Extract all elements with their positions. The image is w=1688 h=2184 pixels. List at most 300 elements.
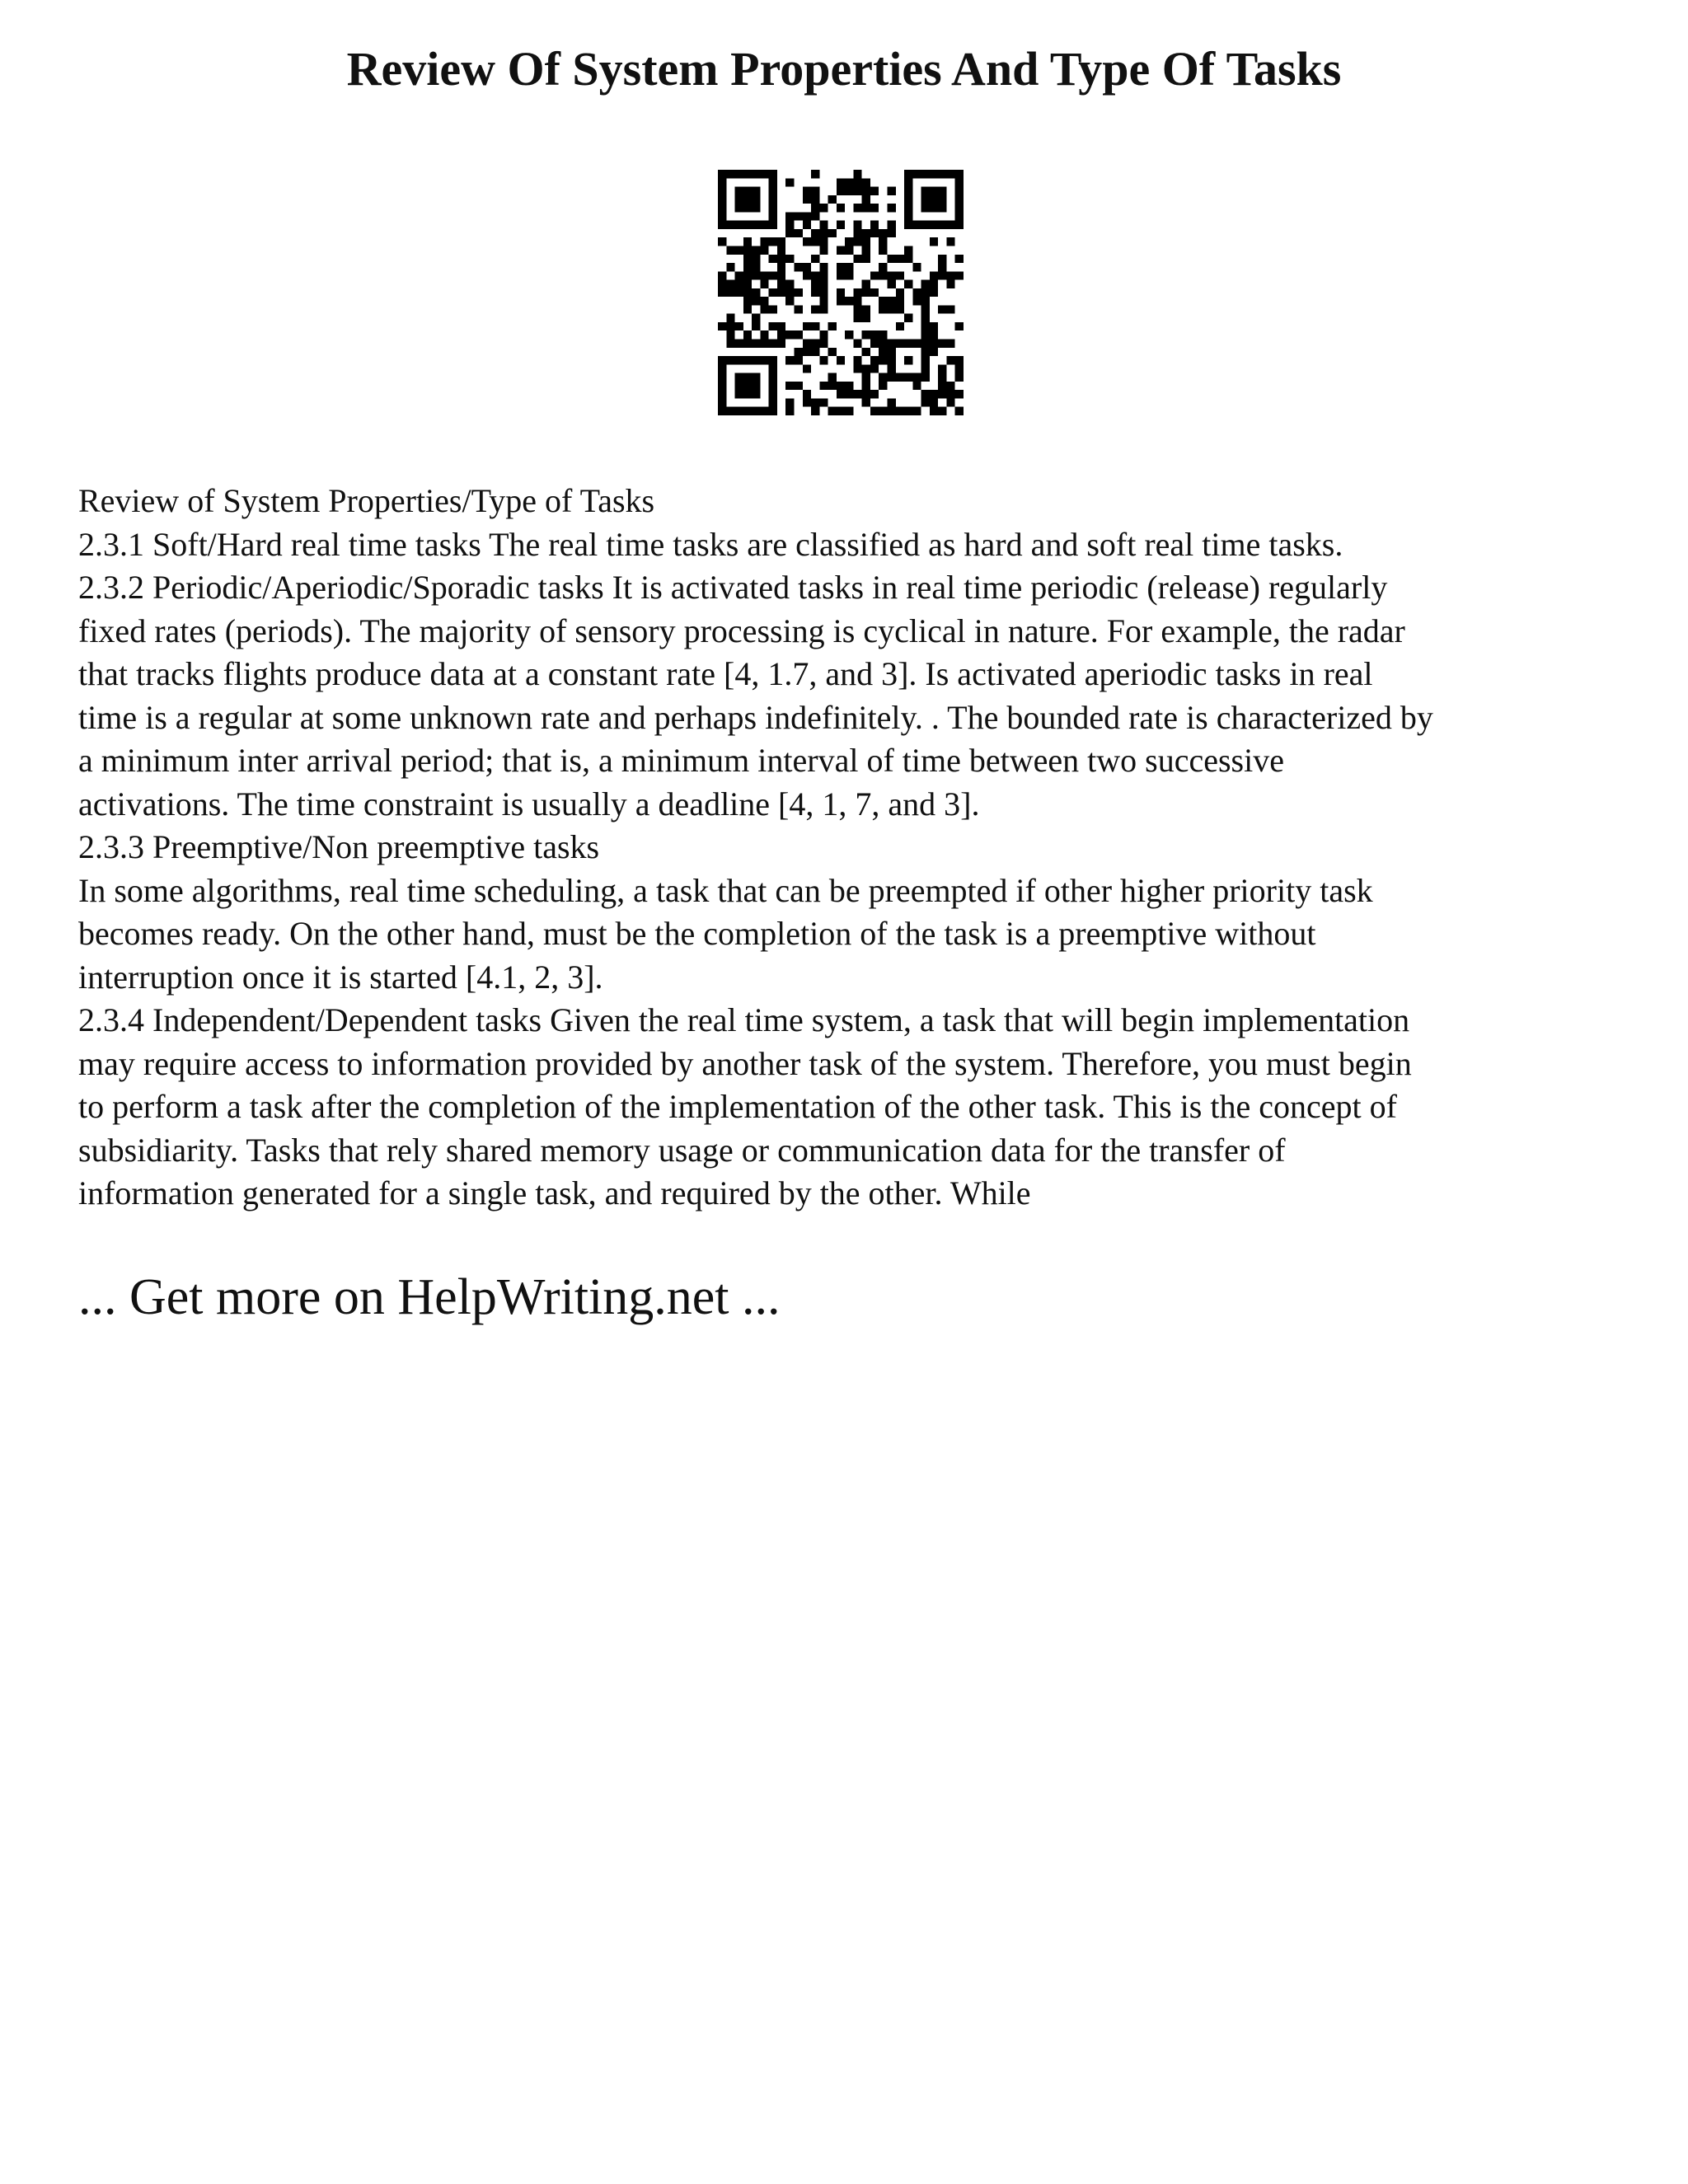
qr-module	[853, 390, 861, 398]
qr-module	[785, 382, 794, 390]
qr-module	[853, 178, 861, 186]
qr-module	[828, 373, 837, 382]
body-line: that tracks flights produce data at a constant rate [4, 1.7, and 3]. Is activated aperiodic tasks in real	[78, 655, 1373, 692]
qr-module	[904, 212, 912, 220]
qr-module	[726, 288, 734, 297]
qr-module	[760, 221, 768, 229]
qr-module	[811, 195, 819, 204]
qr-module	[912, 382, 921, 390]
qr-module	[837, 263, 845, 271]
body-line: Review of System Properties/Type of Tasks	[78, 482, 655, 519]
qr-module	[853, 340, 861, 348]
qr-module	[752, 356, 760, 364]
qr-module	[946, 280, 954, 288]
qr-module	[946, 305, 954, 313]
qr-module	[921, 398, 930, 406]
qr-module	[794, 229, 802, 237]
qr-module	[718, 195, 726, 204]
qr-module	[769, 305, 777, 313]
qr-module	[853, 297, 861, 305]
body-line: interruption once it is started [4.1, 2, 3].	[78, 958, 603, 996]
qr-module	[819, 330, 828, 339]
body-line: may require access to information provided by another task of the system. Therefore, you must begin	[78, 1044, 1412, 1082]
qr-module	[752, 246, 760, 254]
qr-module	[921, 288, 930, 297]
qr-module	[879, 297, 887, 305]
qr-module	[904, 373, 912, 382]
qr-module	[870, 187, 879, 195]
qr-module	[853, 221, 861, 229]
qr-module	[896, 322, 904, 330]
qr-module	[921, 348, 930, 356]
qr-module	[743, 263, 752, 271]
qr-module	[819, 221, 828, 229]
qr-module	[955, 195, 964, 204]
qr-module	[904, 255, 912, 263]
qr-module	[726, 263, 734, 271]
qr-module	[819, 340, 828, 348]
qr-module	[845, 237, 853, 246]
qr-module	[870, 356, 879, 364]
qr-module	[912, 221, 921, 229]
qr-module	[921, 170, 930, 178]
qr-module	[904, 314, 912, 322]
qr-module	[769, 170, 777, 178]
qr-module	[752, 373, 760, 382]
qr-module	[946, 170, 954, 178]
qr-module	[803, 340, 811, 348]
qr-module	[862, 246, 870, 254]
body-line: to perform a task after the completion of the implementation of the other task. This is the concept of	[78, 1088, 1397, 1125]
qr-module	[946, 221, 954, 229]
qr-module	[921, 187, 930, 195]
qr-module	[718, 237, 726, 246]
qr-module	[896, 297, 904, 305]
qr-module	[938, 364, 946, 373]
qr-module	[845, 390, 853, 398]
qr-module	[752, 407, 760, 415]
qr-module	[862, 373, 870, 382]
qr-module	[853, 364, 861, 373]
qr-module	[845, 271, 853, 279]
qr-module	[752, 221, 760, 229]
qr-module	[718, 178, 726, 186]
qr-module	[769, 204, 777, 212]
qr-module	[769, 373, 777, 382]
qr-module	[862, 382, 870, 390]
qr-module	[912, 407, 921, 415]
qr-module	[862, 348, 870, 356]
qr-module	[819, 288, 828, 297]
qr-module	[938, 221, 946, 229]
qr-module	[735, 382, 743, 390]
qr-module	[955, 212, 964, 220]
qr-module	[743, 305, 752, 313]
qr-module	[752, 297, 760, 305]
qr-module	[870, 229, 879, 237]
qr-module	[888, 229, 896, 237]
qr-module	[718, 364, 726, 373]
qr-module	[930, 322, 938, 330]
qr-module	[743, 204, 752, 212]
qr-module	[888, 271, 896, 279]
qr-module	[938, 390, 946, 398]
qr-module	[785, 356, 794, 364]
qr-module	[853, 187, 861, 195]
qr-module	[777, 246, 785, 254]
qr-module	[853, 204, 861, 212]
qr-module	[777, 340, 785, 348]
qr-module	[718, 288, 726, 297]
qr-module	[921, 322, 930, 330]
qr-module	[735, 390, 743, 398]
qr-module	[785, 288, 794, 297]
qr-module	[811, 305, 819, 313]
qr-module	[752, 390, 760, 398]
qr-module	[896, 340, 904, 348]
qr-module	[845, 330, 853, 339]
qr-module	[837, 221, 845, 229]
qr-module	[718, 382, 726, 390]
qr-module	[853, 305, 861, 313]
qr-module	[921, 373, 930, 382]
qr-module	[955, 356, 964, 364]
qr-module	[743, 288, 752, 297]
qr-module	[888, 356, 896, 364]
qr-module	[921, 305, 930, 313]
qr-module	[769, 195, 777, 204]
qr-module	[921, 204, 930, 212]
qr-module	[888, 373, 896, 382]
qr-module	[938, 187, 946, 195]
qr-module	[769, 288, 777, 297]
qr-module	[955, 187, 964, 195]
get-more-link[interactable]: ... Get more on HelpWriting.net ...	[78, 1269, 781, 1325]
qr-module	[718, 212, 726, 220]
qr-module	[930, 187, 938, 195]
qr-module	[794, 356, 802, 364]
qr-module	[811, 237, 819, 246]
qr-module	[862, 178, 870, 186]
qr-module	[904, 280, 912, 288]
body-line: 2.3.2 Periodic/Aperiodic/Sporadic tasks It is activated tasks in real time periodic (release) regularly	[78, 569, 1388, 606]
qr-module	[845, 263, 853, 271]
qr-module	[862, 237, 870, 246]
qr-module	[862, 288, 870, 297]
qr-module	[718, 280, 726, 288]
qr-module	[938, 263, 946, 271]
qr-module	[862, 305, 870, 313]
qr-module	[752, 382, 760, 390]
qr-module	[930, 271, 938, 279]
qr-module	[794, 330, 802, 339]
qr-module	[718, 271, 726, 279]
qr-module	[819, 204, 828, 212]
qr-module	[819, 398, 828, 406]
qr-module	[938, 305, 946, 313]
qr-module	[811, 340, 819, 348]
qr-module	[811, 170, 819, 178]
qr-module	[735, 373, 743, 382]
qr-module	[811, 255, 819, 263]
qr-module	[879, 373, 887, 382]
qr-module	[879, 348, 887, 356]
qr-module	[819, 246, 828, 254]
qr-module	[735, 187, 743, 195]
qr-module	[735, 204, 743, 212]
qr-module	[726, 314, 734, 322]
qr-module	[955, 390, 964, 398]
qr-module	[904, 221, 912, 229]
qr-module	[955, 170, 964, 178]
qr-module	[904, 407, 912, 415]
qr-module	[718, 373, 726, 382]
qr-module	[938, 204, 946, 212]
qr-module	[930, 398, 938, 406]
body-line: 2.3.4 Independent/Dependent tasks Given the real time system, a task that will begin implementation	[78, 1001, 1410, 1038]
qr-module	[946, 382, 954, 390]
qr-module	[785, 398, 794, 406]
qr-module	[888, 305, 896, 313]
qr-module	[828, 348, 837, 356]
qr-module	[870, 364, 879, 373]
qr-module	[819, 271, 828, 279]
qr-module	[794, 348, 802, 356]
qr-module	[743, 382, 752, 390]
qr-module	[921, 340, 930, 348]
qr-module	[862, 204, 870, 212]
qr-module	[921, 330, 930, 339]
qr-module	[938, 255, 946, 263]
qr-module	[743, 187, 752, 195]
qr-module	[853, 170, 861, 178]
qr-module	[760, 271, 768, 279]
qr-module	[803, 271, 811, 279]
qr-module	[946, 356, 954, 364]
qr-module	[785, 407, 794, 415]
qr-module	[853, 229, 861, 237]
qr-module	[930, 280, 938, 288]
qr-module	[904, 187, 912, 195]
qr-module	[819, 237, 828, 246]
qr-module	[769, 322, 777, 330]
qr-module	[803, 322, 811, 330]
qr-module	[785, 280, 794, 288]
qr-module	[912, 170, 921, 178]
qr-module	[828, 322, 837, 330]
body-line: fixed rates (periods). The majority of sensory processing is cyclical in nature. For example, the radar	[78, 612, 1405, 649]
qr-module	[828, 195, 837, 204]
qr-module	[743, 356, 752, 364]
qr-module	[760, 407, 768, 415]
qr-module	[879, 305, 887, 313]
qr-module	[870, 271, 879, 279]
qr-module	[896, 373, 904, 382]
qr-module	[743, 195, 752, 204]
qr-module	[870, 407, 879, 415]
qr-module	[735, 170, 743, 178]
qr-module	[912, 340, 921, 348]
qr-module	[752, 271, 760, 279]
qr-module	[735, 195, 743, 204]
qr-module	[921, 356, 930, 364]
qr-module	[743, 280, 752, 288]
qr-module	[819, 280, 828, 288]
qr-module	[912, 263, 921, 271]
qr-module	[752, 314, 760, 322]
qr-module	[735, 407, 743, 415]
qr-module	[811, 204, 819, 212]
qr-module	[803, 212, 811, 220]
qr-module	[921, 364, 930, 373]
body-line: 2.3.3 Preemptive/Non preemptive tasks	[78, 828, 600, 865]
qr-module	[955, 373, 964, 382]
qr-module	[853, 237, 861, 246]
qr-module	[726, 356, 734, 364]
qr-module	[930, 288, 938, 297]
qr-module	[803, 263, 811, 271]
qr-module	[760, 280, 768, 288]
qr-module	[718, 407, 726, 415]
qr-module	[769, 221, 777, 229]
qr-module	[769, 382, 777, 390]
qr-module	[760, 297, 768, 305]
qr-module	[811, 212, 819, 220]
qr-module	[955, 271, 964, 279]
qr-module	[845, 382, 853, 390]
qr-module	[930, 340, 938, 348]
qr-code-icon	[718, 170, 964, 415]
qr-module	[888, 398, 896, 406]
qr-module	[769, 364, 777, 373]
qr-module	[862, 364, 870, 373]
qr-module	[752, 340, 760, 348]
qr-module	[879, 407, 887, 415]
body-line: information generated for a single task, and required by the other. While	[78, 1174, 1031, 1212]
qr-module	[794, 263, 802, 271]
qr-module	[837, 246, 845, 254]
qr-module	[811, 187, 819, 195]
qr-module	[743, 390, 752, 398]
qr-module	[930, 348, 938, 356]
qr-module	[837, 382, 845, 390]
qr-module	[752, 195, 760, 204]
qr-module	[896, 407, 904, 415]
qr-module	[743, 170, 752, 178]
qr-module	[862, 280, 870, 288]
qr-module	[718, 204, 726, 212]
qr-module	[803, 390, 811, 398]
qr-module	[769, 212, 777, 220]
qr-module	[735, 280, 743, 288]
qr-module	[946, 340, 954, 348]
qr-module	[743, 407, 752, 415]
qr-module	[794, 305, 802, 313]
qr-module	[811, 398, 819, 406]
qr-module	[837, 178, 845, 186]
qr-module	[888, 407, 896, 415]
qr-module	[811, 348, 819, 356]
qr-module	[803, 364, 811, 373]
qr-module	[904, 195, 912, 204]
qr-module	[879, 271, 887, 279]
qr-module	[726, 221, 734, 229]
qr-module	[930, 204, 938, 212]
body-line: activations. The time constraint is usually a deadline [4, 1, 7, and 3].	[78, 785, 980, 823]
qr-module	[760, 237, 768, 246]
qr-module	[769, 187, 777, 195]
qr-module	[769, 390, 777, 398]
qr-module	[862, 187, 870, 195]
qr-module	[760, 305, 768, 313]
qr-module	[879, 229, 887, 237]
qr-module	[837, 390, 845, 398]
qr-module	[845, 246, 853, 254]
qr-module	[946, 237, 954, 246]
qr-module	[921, 195, 930, 204]
qr-module	[735, 356, 743, 364]
qr-module	[735, 246, 743, 254]
qr-module	[870, 221, 879, 229]
qr-module	[862, 398, 870, 406]
qr-module	[862, 390, 870, 398]
qr-module	[819, 297, 828, 305]
qr-module	[888, 348, 896, 356]
qr-module	[718, 398, 726, 406]
qr-module	[811, 229, 819, 237]
qr-module	[760, 246, 768, 254]
qr-module	[752, 288, 760, 297]
qr-module	[845, 297, 853, 305]
qr-module	[752, 255, 760, 263]
qr-module	[837, 288, 845, 297]
qr-module	[752, 204, 760, 212]
qr-module	[726, 170, 734, 178]
qr-module	[921, 221, 930, 229]
qr-module	[803, 398, 811, 406]
qr-module	[862, 255, 870, 263]
qr-module	[811, 280, 819, 288]
qr-module	[726, 340, 734, 348]
qr-module	[769, 356, 777, 364]
qr-module	[769, 407, 777, 415]
qr-module	[726, 280, 734, 288]
qr-module	[845, 407, 853, 415]
qr-module	[794, 212, 802, 220]
qr-module	[853, 356, 861, 364]
qr-module	[819, 356, 828, 364]
qr-module	[955, 255, 964, 263]
qr-module	[930, 170, 938, 178]
qr-module	[769, 271, 777, 279]
qr-module	[946, 271, 954, 279]
qr-module	[879, 246, 887, 254]
qr-module	[955, 322, 964, 330]
qr-module	[777, 288, 785, 297]
qr-module	[870, 204, 879, 212]
qr-module	[785, 330, 794, 339]
qr-module	[888, 204, 896, 212]
qr-module	[879, 356, 887, 364]
qr-module	[718, 390, 726, 398]
qr-module	[726, 246, 734, 254]
qr-module	[862, 314, 870, 322]
qr-module	[726, 322, 734, 330]
qr-module	[769, 340, 777, 348]
qr-module	[726, 407, 734, 415]
qr-module	[735, 221, 743, 229]
qr-module	[930, 221, 938, 229]
